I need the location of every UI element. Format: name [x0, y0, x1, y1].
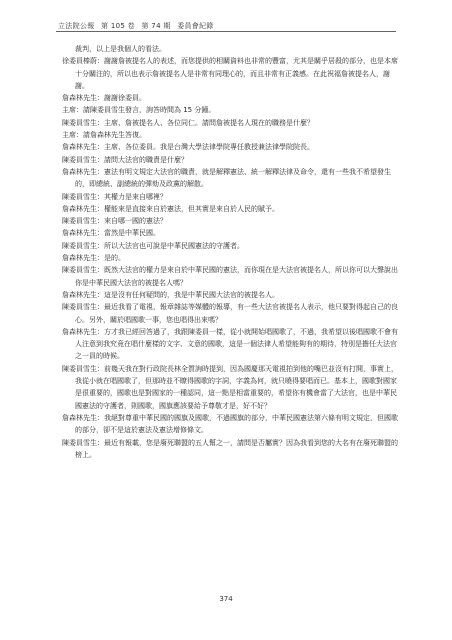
transcript-paragraph: 主席：請陳委員雪生發言，詢答時間為 15 分鐘。: [62, 106, 216, 115]
header-issue: 第 74 期: [141, 22, 171, 30]
transcript-paragraph: 主席：請詹森林先生答復。: [62, 131, 146, 140]
transcript-paragraph: 陳委員雪生：來自哪一國的憲法？: [62, 217, 167, 226]
transcript-paragraph: 裁判，以上是我個人的看法。: [75, 45, 166, 53]
transcript-paragraph: 詹森林先生：我絕對尊重中華民國的國旗及國歌，不過國旗的部分，中華民國憲法第六條有明文規定，但國歌的部分，卻不是這於憲法及憲法增修條文。: [62, 413, 398, 435]
page-header: [58, 21, 218, 31]
transcript-paragraph: 詹森林先生：方才我已經回答過了，我跟陳委員一樣，從小就開始唱國歌了，不過，我希望以後唱國歌不會有人注意到我究竟在唱什麼樣的文字、文意的國歌，這是一個法律人希望能夠有的期待，特別是擔任大法官之一員的時候。: [62, 327, 398, 361]
page-number: 374: [219, 595, 233, 603]
header-volume: 第 105 卷: [101, 22, 135, 30]
transcript-paragraph: 詹森林先生：這是沒有任何疑問的，我是中華民國大法官的被提名人。: [62, 290, 279, 299]
transcript-paragraph: 詹森林先生：是的。: [62, 254, 125, 263]
transcript-paragraph: 陳委員雪生：所以大法官也可說是中華民國憲法的守護者。: [62, 241, 244, 250]
transcript-paragraph: 徐委員榛蔚：謝謝詹被提名人的表述，而您提供的相關資料也非常的豐富，尤其是關乎居殺的部分，也是本席十分關注的，所以也表示詹被提名人是非常有同理心的，而且非常有正義感。在此祝福詹被提名人，謝謝。: [62, 57, 398, 90]
transcript-paragraph: 陳委員雪生：最近有報載，您是廢死聯盟的五人幫之一，請問是否屬實？因為我看到您的大名有在廢死聯盟的榜上。: [62, 438, 398, 459]
transcript-paragraph: 陳委員雪生：最近我看了電視，報章雜誌等媒體的報導，有一些大法官被提名人表示，他只要對得起自己的良心。另外，關於唱國歌一事，您也唱得出來嗎？: [62, 303, 398, 324]
transcript-paragraph: 詹森林先生：憲法有明文規定大法官的職責，就是解釋憲法、統一解釋法律及命令，還有一些我不希望發生的，即總統、副總統的彈劾及政黨的解散。: [62, 167, 391, 189]
transcript-paragraph: 陳委員雪生：主席、詹被提名人、各位同仁。請問詹被提名人現在的職務是什麼？: [62, 118, 314, 127]
header-publication: 立法院公報: [58, 22, 95, 30]
transcript-paragraph: 詹森林先生：主席、各位委員。我是台灣大學法律學院專任教授兼法律學院院長。: [62, 143, 314, 152]
header-divider: [56, 31, 396, 32]
transcript-body: [62, 43, 402, 461]
transcript-paragraph: 陳委員雪生：既然大法官的權力是來自於中華民國的憲法，而你現在是大法官被提名人，所以你可以大聲說出你是中華民國大法官的被提名人嗎？: [62, 266, 398, 287]
transcript-paragraph: 詹森林先生：當然是中華民國。: [62, 229, 160, 238]
transcript-paragraph: 詹森林先生：權能來是直接來自於憲法，但其實是來自於人民的賦予。: [62, 204, 279, 213]
transcript-paragraph: 陳委員雪生：請問大法官的職責是什麼？: [62, 155, 188, 164]
transcript-paragraph: 陳委員雪生：其權力是來自哪裡？: [62, 192, 167, 201]
transcript-paragraph: 陳委員雪生：前幾天我在對行政院長林全質詢時提到，因為國慶那天電視拍到他的嘴巴並沒有打開，事實上，我從小就在唱國歌了，但那時並不瞭得國歌的字詞，字義為何，就只曉得要唱而已。基本上，國歌對國家是很重要的，國歌也是對國家的一種認同，這一點是相當重要的，希望你有機會當了大法官，也是中華民國憲法的守護者，則國歌，國旗應該要給予尊敬才是，好不好？: [62, 364, 398, 410]
header-section: 委員會紀錄: [177, 22, 214, 30]
transcript-paragraph: 詹森林先生：謝謝徐委員。: [62, 94, 146, 103]
